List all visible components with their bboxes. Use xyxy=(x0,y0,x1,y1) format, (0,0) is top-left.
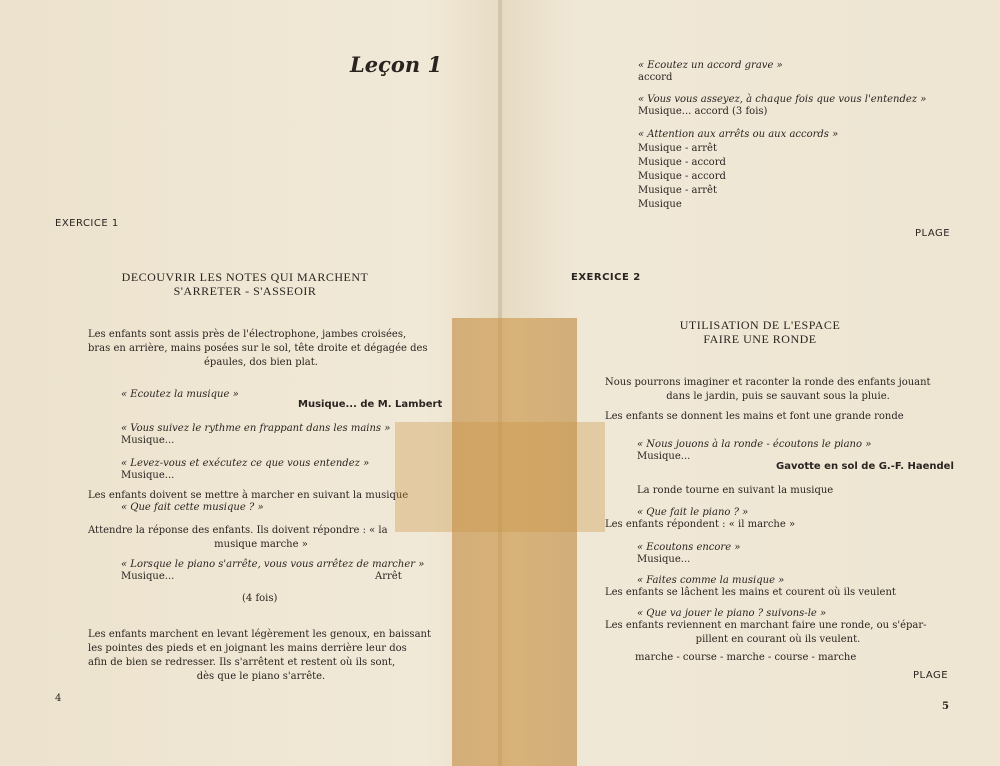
instruction-attention: « Attention aux arrêts ou aux accords » xyxy=(638,129,839,140)
sequence-item: Musique - accord xyxy=(638,171,726,182)
instruction-listen: « Ecoutez la musique » xyxy=(121,389,239,400)
walk-run-pattern: marche - course - marche - course - marche xyxy=(635,652,857,663)
tape-horizontal xyxy=(395,422,605,532)
exercise-2-intro xyxy=(605,376,951,404)
text-line: Les enfants marchent en levant légèrement les genoux, en baissant xyxy=(88,629,431,640)
music-label: Musique... xyxy=(637,554,691,565)
tape-vertical xyxy=(452,318,577,766)
music-label: Musique... xyxy=(637,451,691,462)
music-haendel: Gavotte en sol de G.-F. Haendel xyxy=(776,461,954,472)
turn-line: La ronde tourne en suivant la musique xyxy=(637,485,834,496)
plage-label: PLAGE xyxy=(915,228,951,239)
lesson-title: Leçon 1 xyxy=(350,52,443,77)
instruction-stand: « Levez-vous et exécutez ce que vous entendez » xyxy=(121,458,370,469)
instruction-chord: « Ecoutez un accord grave » xyxy=(638,60,783,71)
heading-line: S'ARRETER - S'ASSEOIR xyxy=(173,284,317,298)
sequence-item: Musique xyxy=(638,199,682,210)
stop-label: Arrêt xyxy=(375,571,402,582)
page-number-left: 4 xyxy=(55,693,62,704)
text-line: dès que le piano s'arrête. xyxy=(196,671,326,682)
plage-label: PLAGE xyxy=(913,670,949,681)
sequence-item: Musique - arrêt xyxy=(638,185,717,196)
text-line: bras en arrière, mains posées sur le sol, tête droite et dégagée des xyxy=(88,343,428,354)
hands-line: Les enfants se donnent les mains et font une grande ronde xyxy=(605,411,904,422)
question-piano: « Que fait le piano ? » xyxy=(637,507,749,518)
music-label: Musique... xyxy=(121,435,175,446)
chord-times: Musique... accord (3 fois) xyxy=(638,106,768,117)
question-music: « Que fait cette musique ? » xyxy=(121,502,264,513)
children-answer: Les enfants répondent : « il marche » xyxy=(605,519,796,530)
text-line: Les enfants sont assis près de l'électrophone, jambes croisées, xyxy=(88,329,407,340)
exercise-2-heading xyxy=(600,318,920,346)
exercise-1-label: EXERCICE 1 xyxy=(55,218,119,229)
text-line: pillent en courant où ils veulent. xyxy=(695,634,861,645)
text-line: musique marche » xyxy=(214,539,308,550)
chord-label: accord xyxy=(638,72,673,83)
repeat-count: (4 fois) xyxy=(242,593,278,604)
instruction-do-like-music: « Faites comme la musique » xyxy=(637,575,785,586)
exercise-2-label: EXERCICE 2 xyxy=(571,272,641,283)
walk-line: Les enfants doivent se mettre à marcher en suivant la musique xyxy=(88,490,409,501)
heading-line: FAIRE UNE RONDE xyxy=(703,332,817,346)
text-line: afin de bien se redresser. Ils s'arrêtent et restent où ils sont, xyxy=(88,657,396,668)
sequence-list xyxy=(638,142,726,212)
heading-line: DECOUVRIR LES NOTES QUI MARCHENT xyxy=(121,270,369,284)
music-lambert: Musique... de M. Lambert xyxy=(298,399,443,410)
music-label: Musique... xyxy=(121,470,175,481)
intro-paragraph xyxy=(88,328,434,370)
sequence-item: Musique - accord xyxy=(638,157,726,168)
text-line: épaules, dos bien plat. xyxy=(204,357,318,368)
instruction-listen-again: « Ecoutons encore » xyxy=(637,542,741,553)
instruction-rhythm: « Vous suivez le rythme en frappant dans les mains » xyxy=(121,423,391,434)
final-paragraph xyxy=(88,628,434,684)
page-number-right: 5 xyxy=(942,701,949,712)
heading-line: UTILISATION DE L'ESPACE xyxy=(679,318,841,332)
return-paragraph xyxy=(605,619,951,647)
text-line: les pointes des pieds et en joignant les mains derrière leur dos xyxy=(88,643,407,654)
music-label: Musique... xyxy=(121,571,175,582)
instruction-follow-piano: « Que va jouer le piano ? suivons-le » xyxy=(637,608,827,619)
instruction-stop: « Lorsque le piano s'arrête, vous vous arrêtez de marcher » xyxy=(121,559,425,570)
exercise-1-heading xyxy=(80,270,410,298)
text-line: Attendre la réponse des enfants. Ils doivent répondre : « la xyxy=(88,525,388,536)
answer-paragraph xyxy=(88,524,434,552)
sequence-item: Musique - arrêt xyxy=(638,143,717,154)
instruction-ronde: « Nous jouons à la ronde - écoutons le piano » xyxy=(637,439,872,450)
run-line: Les enfants se lâchent les mains et courent où ils veulent xyxy=(605,587,896,598)
text-line: Les enfants reviennent en marchant faire une ronde, ou s'épar- xyxy=(605,620,927,631)
text-line: Nous pourrons imaginer et raconter la ronde des enfants jouant xyxy=(605,377,931,388)
instruction-sit: « Vous vous asseyez, à chaque fois que vous l'entendez » xyxy=(638,94,927,105)
text-line: dans le jardin, puis se sauvant sous la pluie. xyxy=(666,391,890,402)
